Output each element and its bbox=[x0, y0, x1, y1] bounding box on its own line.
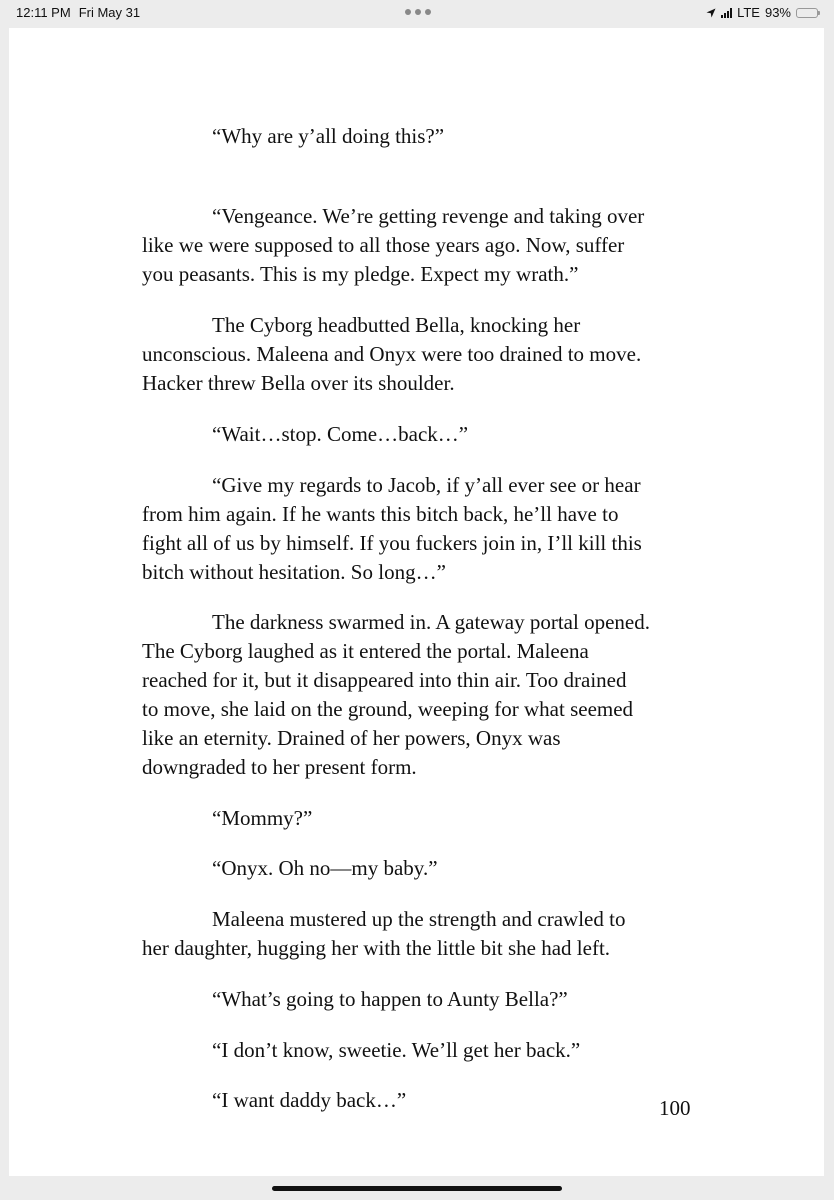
paragraph bbox=[142, 420, 702, 449]
text-line: The darkness swarmed in. A gateway portal opened. bbox=[212, 610, 650, 634]
more-dots-icon[interactable] bbox=[405, 9, 431, 15]
paragraph bbox=[142, 804, 702, 833]
text-line: “Vengeance. We’re getting revenge and taking over bbox=[212, 204, 645, 228]
paragraph bbox=[142, 202, 702, 289]
network-type: LTE bbox=[737, 5, 760, 20]
text-line: “I don’t know, sweetie. We’ll get her back.” bbox=[212, 1038, 581, 1062]
paragraph bbox=[142, 122, 702, 151]
book-page[interactable] bbox=[9, 28, 824, 1176]
text-line: fight all of us by himself. If you fuckers join in, I’ll kill this bbox=[142, 531, 642, 555]
paragraph bbox=[142, 985, 702, 1014]
text-line: “I want daddy back…” bbox=[212, 1088, 407, 1112]
text-line: “What’s going to happen to Aunty Bella?” bbox=[212, 987, 568, 1011]
paragraph bbox=[142, 311, 702, 398]
home-indicator[interactable] bbox=[272, 1186, 562, 1191]
text-line: like we were supposed to all those years ago. Now, suffer bbox=[142, 233, 625, 257]
text-line: Hacker threw Bella over its shoulder. bbox=[142, 371, 455, 395]
text-line: The Cyborg headbutted Bella, knocking her bbox=[212, 313, 581, 337]
text-line: “Why are y’all doing this?” bbox=[212, 124, 445, 148]
text-line: “Give my regards to Jacob, if y’all ever see or hear bbox=[212, 473, 641, 497]
battery-percent: 93% bbox=[764, 5, 791, 20]
text-line: “Wait…stop. Come…back…” bbox=[212, 422, 469, 446]
text-line: bitch without hesitation. So long…” bbox=[142, 560, 446, 584]
text-line: like an eternity. Drained of her powers, Onyx was bbox=[142, 726, 561, 750]
battery-icon bbox=[796, 8, 818, 18]
location-arrow-icon bbox=[706, 8, 716, 18]
status-indicators bbox=[706, 5, 818, 20]
text-line: you peasants. This is my pledge. Expect my wrath.” bbox=[142, 262, 579, 286]
status-time-date bbox=[16, 5, 140, 20]
status-bar bbox=[0, 0, 834, 26]
status-time: 12:11 PM bbox=[16, 5, 71, 20]
paragraph bbox=[142, 608, 702, 782]
paragraph bbox=[142, 1036, 702, 1065]
signal-bars-icon bbox=[721, 8, 732, 18]
text-line: unconscious. Maleena and Onyx were too drained to move. bbox=[142, 342, 642, 366]
text-line: “Mommy?” bbox=[212, 806, 313, 830]
paragraph bbox=[142, 1086, 702, 1115]
text-line: Maleena mustered up the strength and crawled to bbox=[212, 907, 626, 931]
paragraph bbox=[142, 854, 702, 883]
text-line: The Cyborg laughed as it entered the portal. Maleena bbox=[142, 639, 589, 663]
text-line: downgraded to her present form. bbox=[142, 755, 417, 779]
text-line: to move, she laid on the ground, weeping for what seemed bbox=[142, 697, 634, 721]
text-line: from him again. If he wants this bitch back, he’ll have to bbox=[142, 502, 619, 526]
paragraph bbox=[142, 905, 702, 963]
text-line: her daughter, hugging her with the little bit she had left. bbox=[142, 936, 611, 960]
text-line: reached for it, but it disappeared into thin air. Too drained bbox=[142, 668, 627, 692]
page-number: 100 bbox=[659, 1096, 691, 1120]
paragraph bbox=[142, 471, 702, 587]
text-line: “Onyx. Oh no—my baby.” bbox=[212, 856, 438, 880]
status-date: Fri May 31 bbox=[78, 5, 141, 20]
